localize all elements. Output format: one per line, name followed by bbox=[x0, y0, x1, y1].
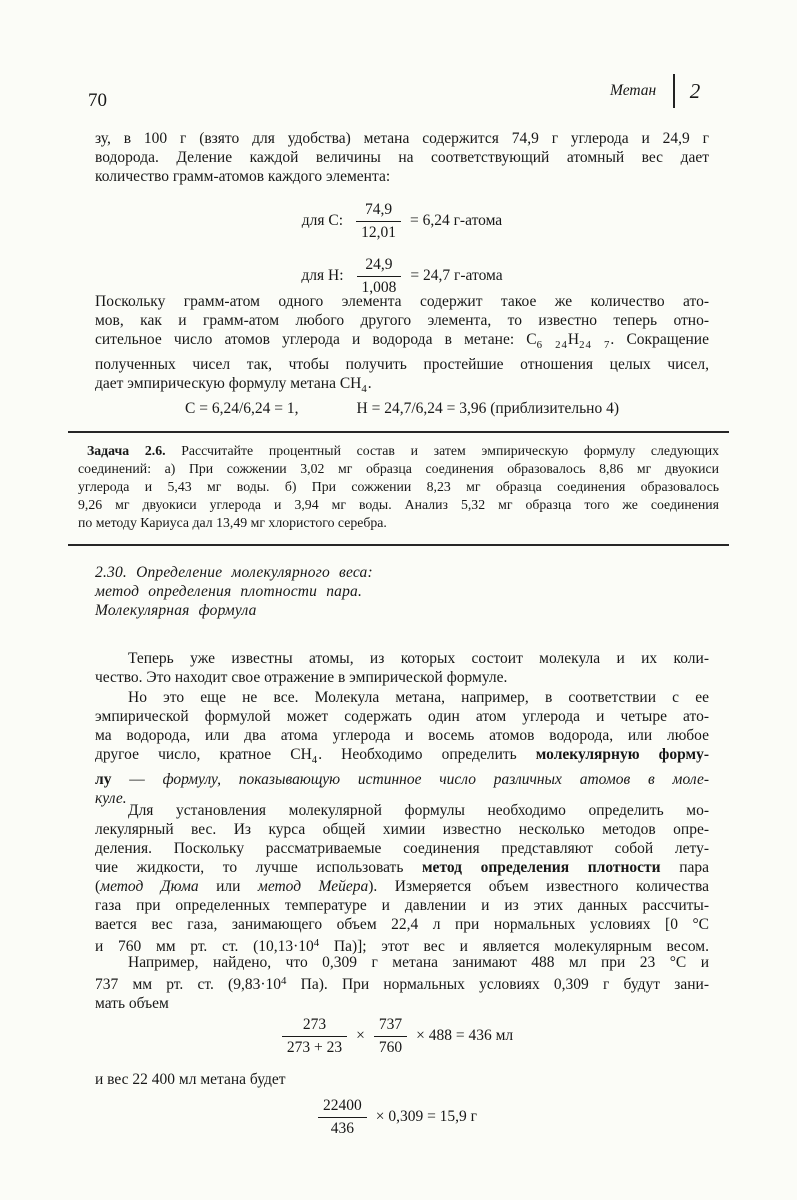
text-line: дает эмпирическую формулу метана $CH_4$. bbox=[95, 374, 372, 395]
formula-ratio-c: C = 6,24/6,24 = 1, bbox=[185, 400, 299, 417]
problem-box bbox=[68, 431, 729, 546]
text-line: мать объем bbox=[95, 994, 169, 1012]
text-line: другое число, кратное $CH_4$. Необходимо определить молекулярную форму- bbox=[95, 746, 709, 766]
text-line: чие жидкости, то лучше использовать метод определения плотности пара bbox=[95, 859, 709, 876]
text-line: (метод Дюма или метод Мейера). Измеряется объем известного количества bbox=[95, 878, 709, 895]
text-line: мов, как и грамм-атом любого другого элемента, то известно теперь отно- bbox=[95, 312, 709, 329]
paragraph-molecular-formula bbox=[95, 688, 709, 808]
text-line: Но это еще не все. Молекула метана, например, в соответствии с ее bbox=[128, 689, 709, 706]
formula-weight-result: × 0,309 = 15,9 г bbox=[375, 1108, 478, 1125]
text-line: метод определения плотности пара. bbox=[95, 583, 363, 600]
text-line: чество. Это находит свое отражение в эмпирической формуле. bbox=[95, 669, 508, 686]
text-line: лекулярный вес. Из курса общей химии известно несколько методов опре- bbox=[95, 821, 709, 838]
formula-ratio-h: H = 24,7/6,24 = 3,96 (приблизительно 4) bbox=[356, 400, 619, 417]
header-divider-rule bbox=[673, 74, 675, 108]
text-line: вается вес газа, занимающего объем 22,4 л при нормальных условиях [0 °C bbox=[95, 916, 709, 933]
paragraph-example bbox=[95, 953, 709, 1013]
formula-volume bbox=[95, 1015, 709, 1057]
paragraph-now-known bbox=[95, 649, 709, 687]
multiply-sign: × bbox=[356, 1027, 365, 1044]
text-line: Для установления молекулярной формулы необходимо определить мо- bbox=[128, 802, 709, 819]
text-line: Молекулярная формула bbox=[95, 602, 257, 619]
text-line: водорода. Деление каждой величины на соответствующий атомный вес дает bbox=[95, 149, 709, 166]
formula-weight bbox=[95, 1096, 709, 1138]
text-line: лу — формулу, показывающую истинное число различных атомов в моле- bbox=[95, 770, 710, 788]
fraction-temperature: $\frac{273}{273 + 23}$ bbox=[282, 1015, 347, 1057]
formula-ratio bbox=[95, 399, 709, 418]
formula-label-c: для C: bbox=[301, 212, 344, 229]
formula-volume-result: × 488 = 436 мл bbox=[416, 1027, 514, 1044]
text-line: углерода и 5,43 мг воды. б) При сожжении 8,23 мг образца соединения образовалось bbox=[78, 479, 719, 494]
text-line: Задача 2.6. Рассчитайте процентный состав и затем эмпирическую формулу следующих bbox=[87, 443, 719, 458]
fraction-pressure: $\frac{737}{760}$ bbox=[374, 1015, 407, 1057]
text-line: Поскольку грамм-атом одного элемента содержит такое же количество ато- bbox=[95, 293, 709, 310]
running-title: Метан bbox=[610, 82, 657, 99]
formula-gram-atoms-c bbox=[95, 200, 709, 242]
text-line: 9,26 мг двуокиси углерода и 3,94 мг воды. Анализ 5,32 мг образца того же соединения bbox=[78, 497, 719, 512]
text-line: куле. bbox=[95, 789, 127, 807]
text-line: деления. Поскольку рассматриваемые соединения представляют собой лету- bbox=[95, 840, 709, 857]
text-line: Например, найдено, что 0,309 г метана занимают 488 мл при 23 °C и bbox=[128, 954, 709, 971]
formula-result-c: = 6,24 г-атома bbox=[409, 212, 503, 229]
paragraph-weight-intro bbox=[95, 1070, 709, 1089]
text-line: и 760 мм рт. ст. ($10,13\cdot 10^4$ Па)]; этот вес и является молекулярным весом. bbox=[95, 937, 709, 955]
paragraph-intro bbox=[95, 129, 709, 186]
section-heading bbox=[95, 563, 709, 620]
text-line: соединений: а) При сожжении 3,02 мг образца соединения образовалось 8,86 мг двуокиси bbox=[78, 461, 719, 476]
text-line: количество грамм-атомов каждого элемента: bbox=[95, 168, 391, 185]
formula-result-h: = 24,7 г-атома bbox=[410, 267, 503, 284]
page-number: 70 bbox=[88, 90, 107, 111]
formula-label-h: для H: bbox=[301, 267, 344, 284]
fraction-molar-volume: $\frac{22400}{436}$ bbox=[318, 1096, 367, 1138]
text-line: и вес 22 400 мл метана будет bbox=[95, 1071, 286, 1088]
text-line: 2.30. Определение молекулярного веса: bbox=[95, 564, 373, 581]
text-line: по методу Кариуса дал 13,49 мг хлористого серебра. bbox=[78, 515, 387, 530]
text-line: Теперь уже известны атомы, из которых состоит молекула и их коли- bbox=[128, 650, 709, 667]
fraction-c: $\frac{74,9}{12,01}$ bbox=[356, 200, 401, 242]
paragraph-vapor-density bbox=[95, 801, 709, 956]
chapter-number: 2 bbox=[689, 78, 701, 103]
text-line: эмпирической формулой может содержать один атом углерода и четыре ато- bbox=[95, 708, 709, 725]
text-line: 737 мм рт. ст. ($9,83\cdot 10^4$ Па). При нормальных условиях 0,309 г будут зани- bbox=[95, 975, 709, 993]
text-line: газа при определенных температуре и давлении и из этих данных рассчиты- bbox=[95, 897, 709, 914]
text-line: полученных чисел так, чтобы получить простейшие отношения целых чисел, bbox=[95, 355, 709, 373]
text-line: ма водорода, или два атома углерода и восемь атомов водорода, или любое bbox=[95, 727, 709, 744]
paragraph-gram-atom bbox=[95, 292, 709, 399]
fraction-h: $\frac{24,9}{1,008}$ bbox=[357, 255, 402, 297]
running-header bbox=[610, 74, 700, 108]
formula-gram-atoms-h bbox=[95, 255, 709, 297]
text-line: зу, в 100 г (взято для удобства) метана содержится 74,9 г углерода и 24,9 г bbox=[95, 130, 709, 147]
formula-gap bbox=[299, 399, 357, 418]
text-line: сительное число атомов углерода и водорода в метане: $C_{6 24}H_{24 7}$. Сокращение bbox=[95, 331, 709, 351]
formula-gram-atoms bbox=[95, 200, 709, 297]
